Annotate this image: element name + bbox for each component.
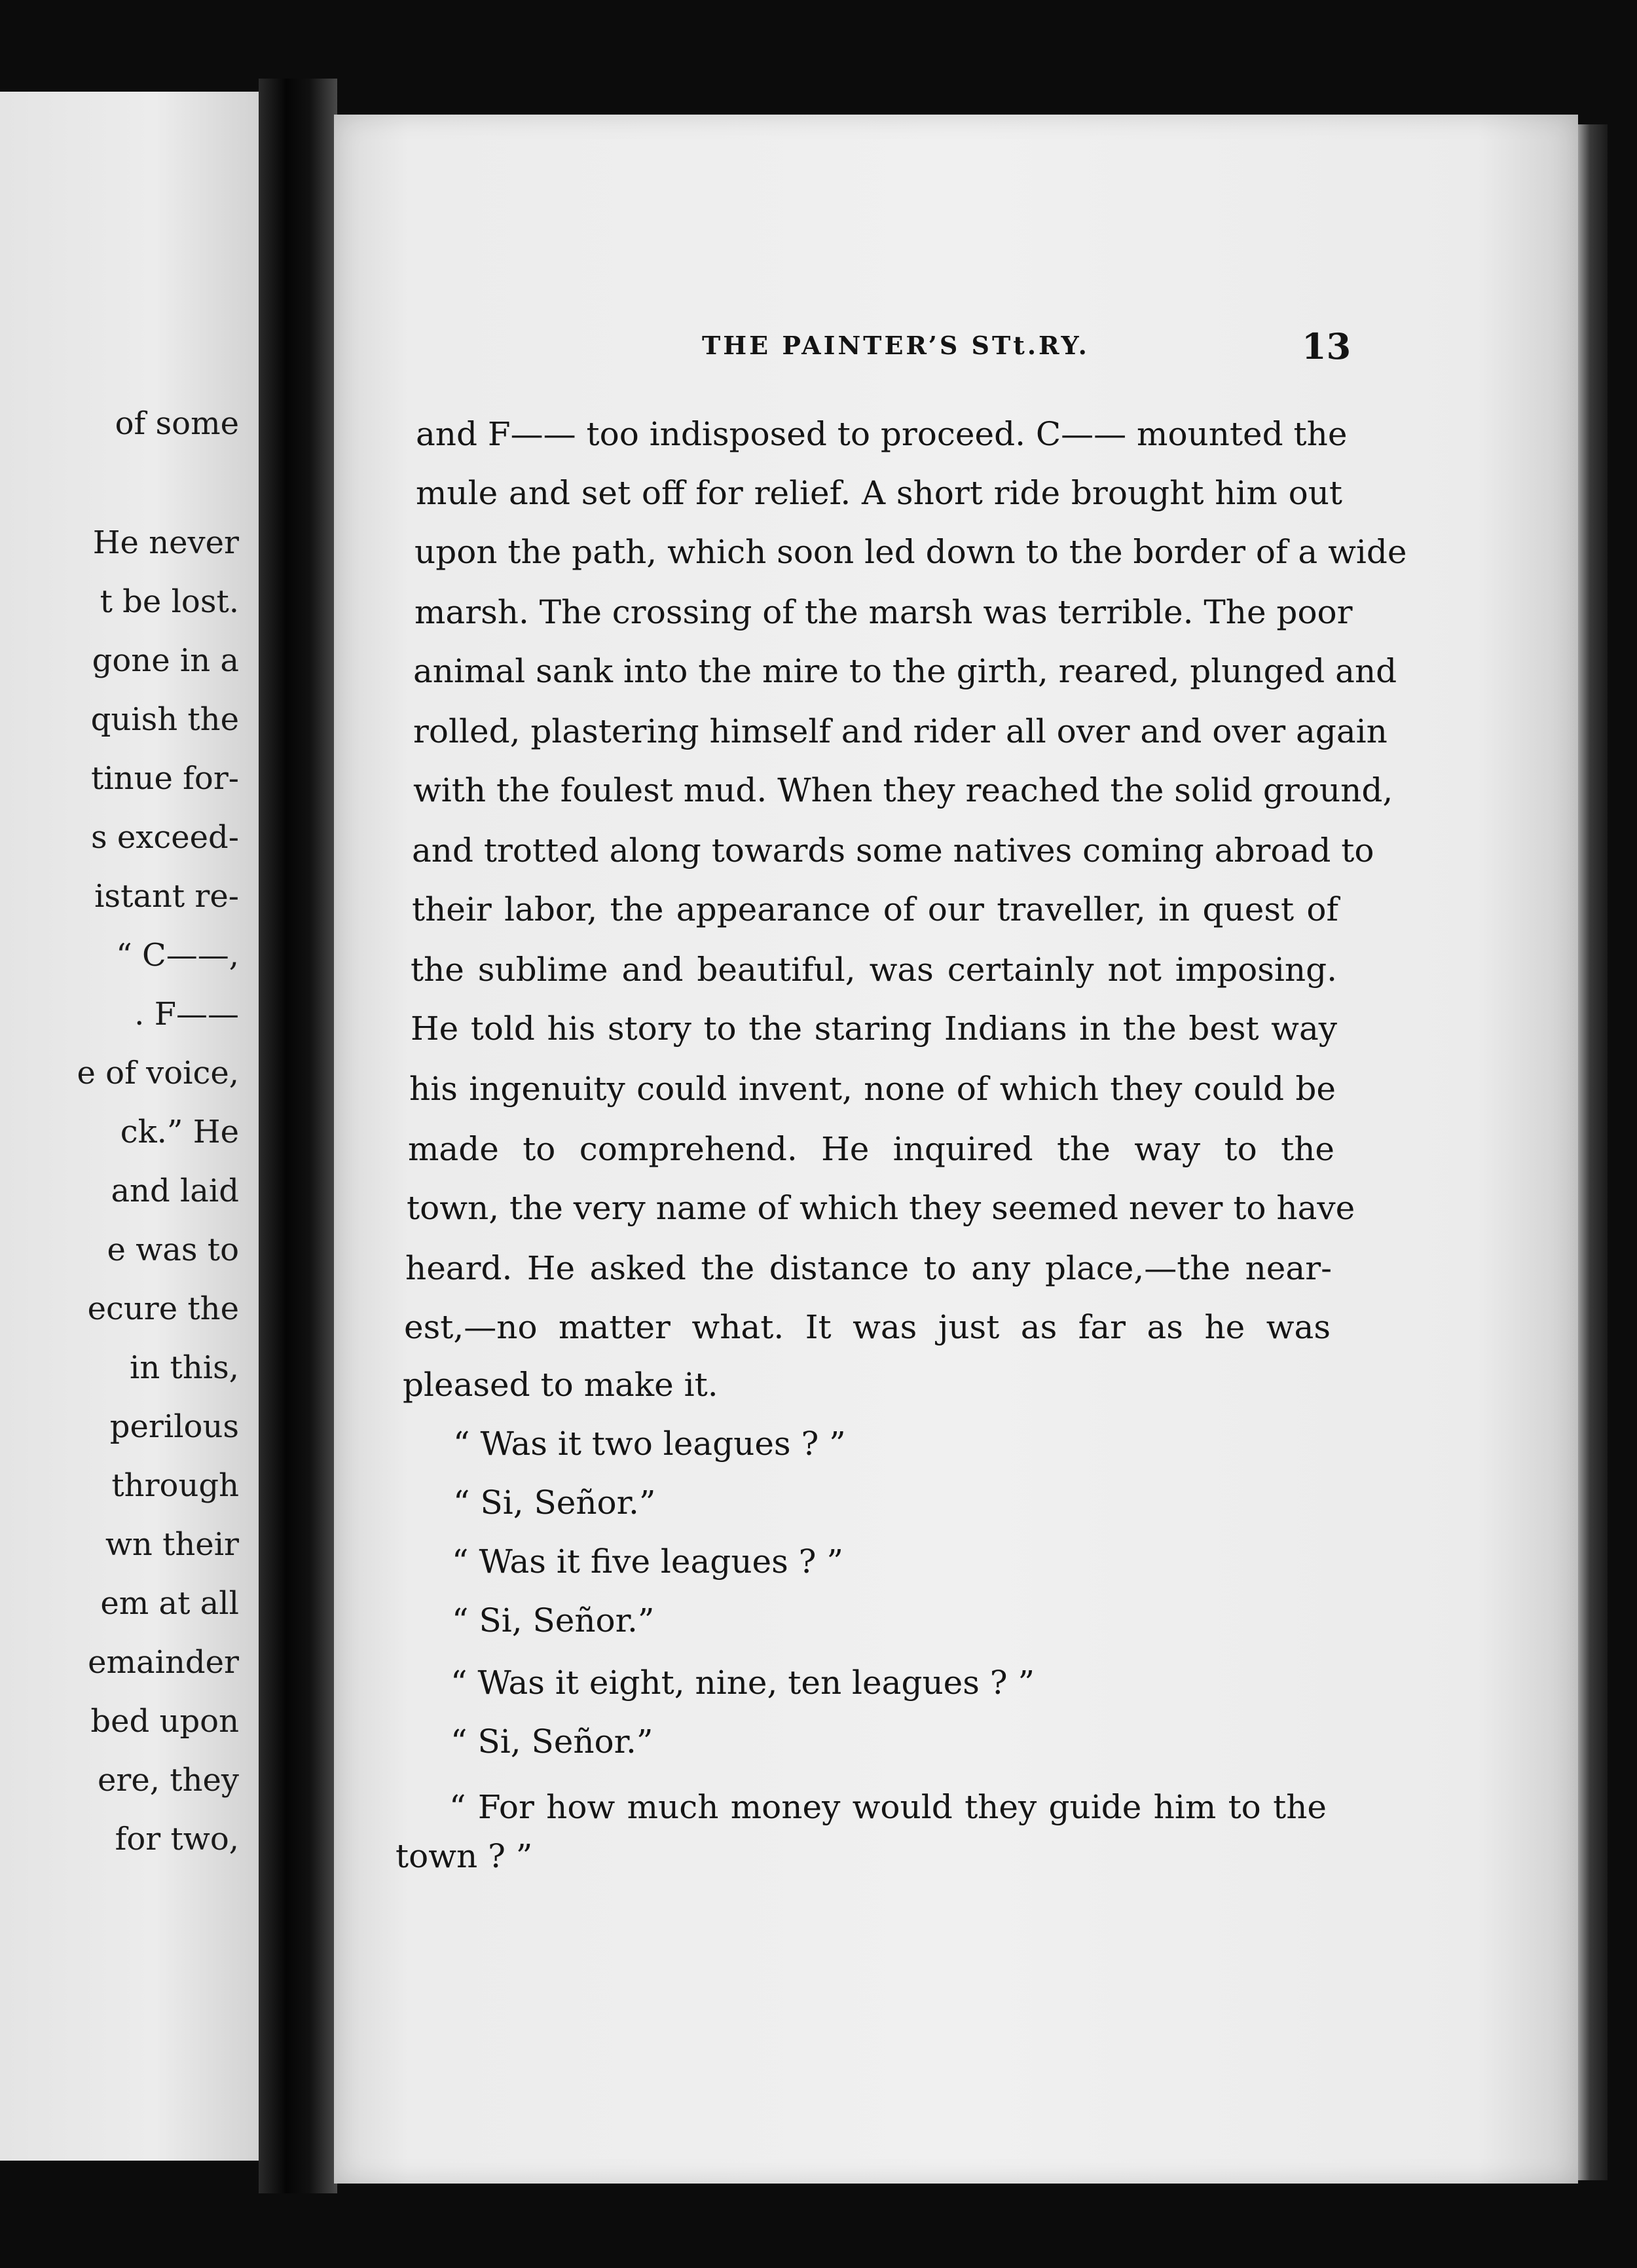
left-line: quish the xyxy=(90,701,239,738)
body-line: He told his story to the staring Indians in the best way xyxy=(411,1010,1337,1048)
left-line: of some xyxy=(115,405,239,442)
body-line: with the foulest mud. When they reached the solid ground, xyxy=(413,771,1393,809)
left-line: ck.” He xyxy=(120,1114,239,1150)
left-line: gone in a xyxy=(92,642,239,679)
dialogue-line: “ Si, Señor.” xyxy=(452,1601,655,1639)
body-line: rolled, plastering himself and rider all over and over again xyxy=(413,712,1388,750)
page-edge-shadow xyxy=(1578,124,1608,2180)
dialogue-line: “ Was it five leagues ? ” xyxy=(452,1543,843,1581)
left-line: emainder xyxy=(88,1644,239,1681)
dialogue-line: “ For how much money would they guide him to the xyxy=(449,1788,1327,1826)
left-line: ecure the xyxy=(87,1290,239,1327)
body-line: the sublime and beautiful, was certainly not imposing. xyxy=(411,951,1337,989)
left-line: for two, xyxy=(115,1821,239,1857)
left-line: s exceed- xyxy=(90,819,239,856)
page-number: 13 xyxy=(1302,325,1352,367)
body-line: and F—— too indisposed to proceed. C—— mounted the xyxy=(416,415,1348,453)
left-line: e was to xyxy=(107,1232,239,1268)
left-line: and laid xyxy=(111,1173,239,1209)
left-line: bed upon xyxy=(90,1703,239,1740)
left-line: ere, they xyxy=(98,1762,239,1799)
body-line: upon the path, which soon led down to the border of a wide xyxy=(414,533,1407,571)
left-line: tinue for- xyxy=(91,760,239,797)
body-line: heard. He asked the distance to any place,—the near- xyxy=(405,1249,1332,1287)
left-line: in this, xyxy=(130,1349,239,1386)
body-line: est,—no matter what. It was just as far as he was xyxy=(404,1308,1331,1346)
left-line: He never xyxy=(92,524,239,561)
previous-page xyxy=(0,92,259,2161)
body-line: animal sank into the mire to the girth, reared, plunged and xyxy=(413,652,1397,690)
dialogue-line: “ Was it eight, nine, ten leagues ? ” xyxy=(451,1664,1035,1702)
left-line: wn their xyxy=(105,1526,239,1563)
body-line: marsh. The crossing of the marsh was terrible. The poor xyxy=(414,593,1353,631)
body-line: mule and set off for relief. A short ride brought him out xyxy=(416,474,1342,512)
dialogue-line: “ Si, Señor.” xyxy=(451,1723,653,1761)
left-line: perilous xyxy=(109,1408,239,1445)
dialogue-line: town ? ” xyxy=(395,1837,533,1875)
left-line: e of voice, xyxy=(77,1055,239,1091)
body-line: made to comprehend. He inquired the way to the xyxy=(408,1130,1334,1168)
body-line: pleased to make it. xyxy=(403,1366,718,1404)
left-line: through xyxy=(111,1467,239,1504)
body-line: his ingenuity could invent, none of which they could be xyxy=(409,1070,1336,1108)
left-line: em at all xyxy=(100,1585,239,1622)
body-line: and trotted along towards some natives coming abroad to xyxy=(412,832,1374,869)
left-line: istant re- xyxy=(94,878,239,915)
left-line: “ C——, xyxy=(116,937,239,974)
body-line: their labor, the appearance of our traveller, in quest of xyxy=(412,890,1338,928)
running-head: THE PAINTER’S STt.RY. xyxy=(702,331,1090,360)
book-gutter-shadow xyxy=(259,79,337,2193)
left-line: t be lost. xyxy=(100,583,239,620)
body-line: town, the very name of which they seemed never to have xyxy=(407,1189,1355,1227)
left-line: . F—— xyxy=(134,996,239,1033)
dialogue-line: “ Was it two leagues ? ” xyxy=(453,1425,846,1463)
dialogue-line: “ Si, Señor.” xyxy=(453,1484,656,1522)
